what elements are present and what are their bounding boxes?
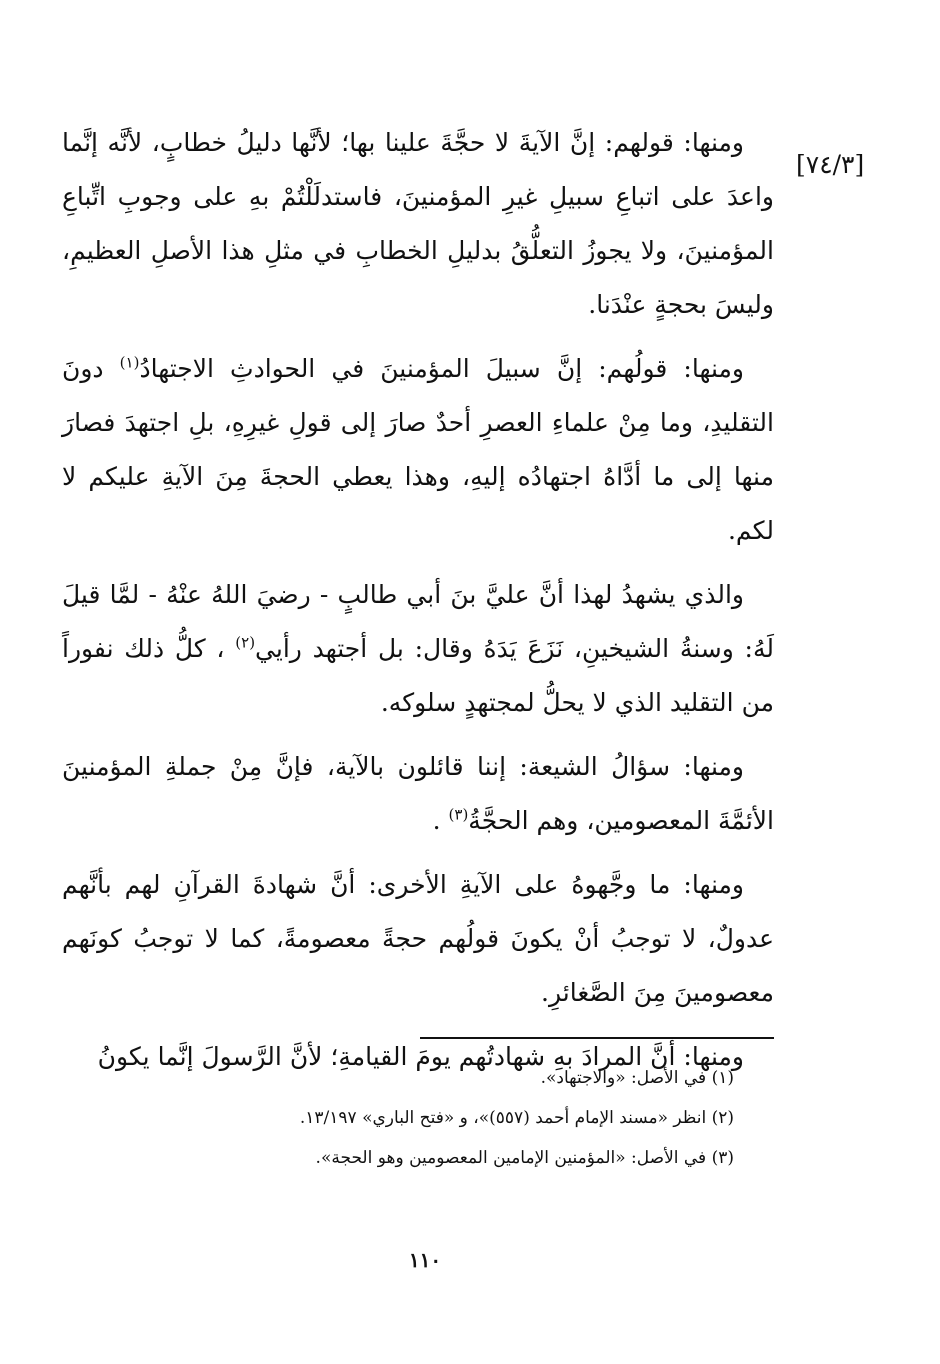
paragraph-6: ومنها: أنَّ المرادَ بهِ شهادتُهم يومَ القيامةِ؛ لأنَّ الرَّسولَ إنَّما يكونُ — [97, 1042, 744, 1071]
paragraph-3-text-end: ، كلُّ ذلك نفوراً من التقليد الذي لا يحلُّ لمجتهدٍ سلوكه. — [62, 634, 774, 717]
paragraph-3 — [62, 568, 774, 730]
footnotes — [140, 1058, 734, 1178]
paragraph-1: ومنها: قولهم: إنَّ الآيةَ لا حجَّةَ علينا بها؛ لأنَّها دليلُ خطابٍ، لأنَّه إنَّما واعدَ على اتباعِ سبيلِ غيرِ المؤمنينَ، فاستدلَلْتُمْ بهِ على وجوبِ اتِّباعِ المؤمنينَ، ولا يجوزُ التعلُّقُ بدليلِ الخطابِ في مثلِ هذا الأصلِ العظيمِ، وليسَ بحجةٍ عنْدَنا. — [62, 128, 774, 319]
footnote-ref-1: (١) — [119, 353, 140, 372]
paragraph-2 — [62, 342, 774, 558]
main-text — [62, 116, 774, 1084]
margin-reference: [٧٤/٣] — [796, 150, 865, 179]
footnote-ref-3: (٣) — [448, 805, 469, 824]
paragraph-3-text: والذي يشهدُ لهذا أنَّ عليَّ بنَ أبي طالبٍ - رضيَ اللهُ عنْهُ - لمَّا قيلَ لَهُ: وسنةُ الشيخينِ، نَزَعَ يَدَهُ وقال: بل أجتهد رأيي — [62, 580, 774, 663]
footnote-3: (٣) في الأصل: «المؤمنين الإمامين المعصومين وهو الحجة». — [315, 1148, 734, 1168]
paragraph-4-text-end: . — [432, 806, 449, 835]
page-number: ١١٠ — [408, 1248, 442, 1272]
footnote-ref-2: (٢) — [235, 633, 256, 652]
paragraph-4-text: ومنها: سؤالُ الشيعة: إننا قائلون بالآية، فإنَّ مِنْ جملةِ المؤمنينَ الأئمَّةَ المعصومين، وهم الحجَّةُ — [62, 752, 774, 835]
paragraph-2-text: ومنها: قولُهم: إنَّ سبيلَ المؤمنينَ في الحوادثِ الاجتهادُ — [139, 354, 744, 383]
footnote-divider — [420, 1037, 774, 1039]
footnote-1: (١) في الأصل: «والاجتهاد». — [540, 1068, 734, 1088]
paragraph-2-text-end: دونَ التقليدِ، وما مِنْ علماءِ العصرِ أحدٌ صارَ إلى قولِ غيرِهِ، بلِ اجتهدَ فصارَ منها إلى ما أدَّاهُ اجتهادُه إليهِ، وهذا يعطي الحجةَ مِنَ الآيةِ عليكم لا لكم. — [62, 354, 774, 545]
paragraph-5: ومنها: ما وجَّهوهُ على الآيةِ الأخرى: أنَّ شهادةَ القرآنِ لهم بأنَّهم عدولٌ، لا توجبُ أنْ يكونَ قولُهم حجةً معصومةً، كما لا توجبُ كونَهم معصومينَ مِنَ الصَّغائرِ. — [62, 870, 774, 1007]
footnote-2: (٢) انظر «مسند الإمام أحمد (٥٥٧)»، و «فتح الباري» ١٣/١٩٧. — [299, 1108, 734, 1128]
paragraph-4 — [62, 740, 774, 848]
